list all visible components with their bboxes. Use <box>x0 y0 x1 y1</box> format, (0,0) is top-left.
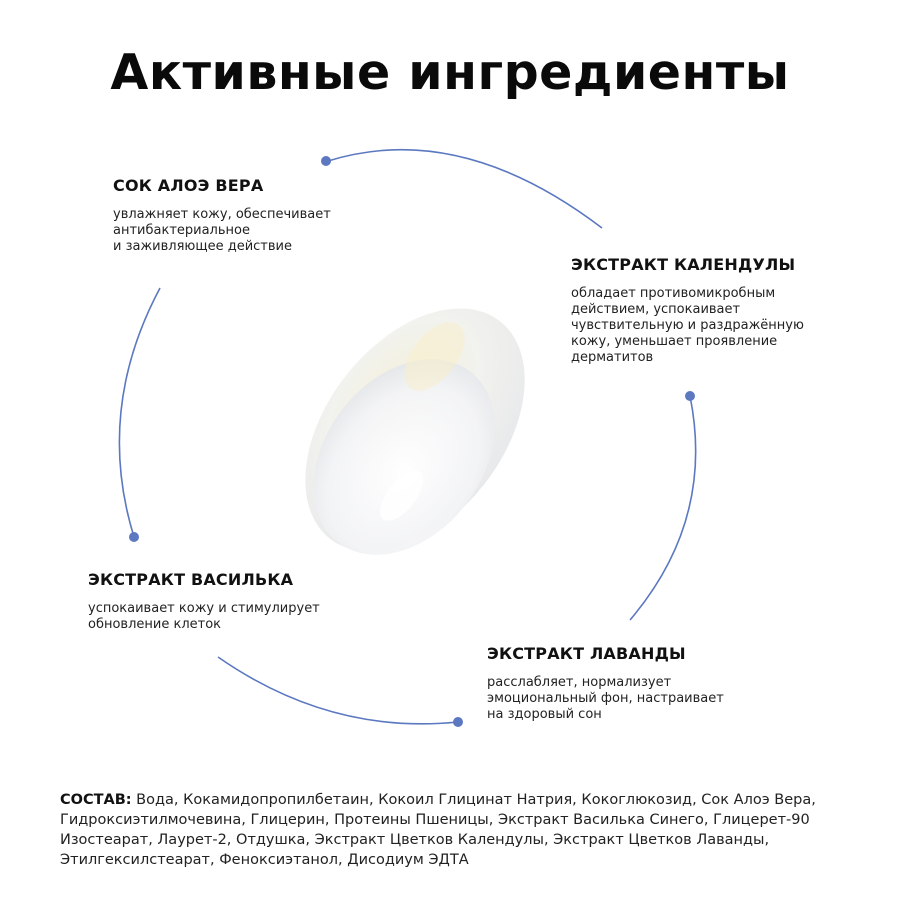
ingredient-aloe-line-1: увлажняет кожу, обеспечивает <box>113 207 331 222</box>
composition-text: Вода, Кокамидопропилбетаин, Кокоил Глицинат Натрия, Кокоглюкозид, Сок Алоэ Вера, Гидроксиэтилмочевина, Глицерин, Протеины Пшеницы, Экстракт Василька Синего, Глицерет-90 Изостеарат, Лаурет-2, Отдушка, Экстракт Цветков Календулы, Экстракт Цветков Лаванды, Этилгексилстеарат, Феноксиэтанол, Дисодиум ЭДТА <box>60 792 816 868</box>
ingredient-aloe-name: СОК АЛОЭ ВЕРА <box>113 176 264 195</box>
arc-bottom <box>218 657 458 724</box>
page-title: Активные ингредиенты <box>110 44 790 101</box>
ingredient-lavender-line-1: расслабляет, нормализует <box>487 675 672 690</box>
arc-dot-bottom <box>453 717 463 727</box>
arc-left <box>119 288 160 537</box>
composition-label: СОСТАВ: <box>60 792 132 808</box>
ingredient-calendula <box>571 255 881 366</box>
ingredient-lavender-desc <box>487 675 807 723</box>
ingredient-calendula-line-2: действием, успокаивает <box>571 302 741 317</box>
ingredient-calendula-line-1: обладает противомикробным <box>571 286 776 301</box>
arc-dot-top <box>321 156 331 166</box>
ingredient-calendula-desc <box>571 286 881 366</box>
ingredient-calendula-line-5: дерматитов <box>571 350 654 365</box>
ingredient-aloe <box>113 176 413 255</box>
ingredient-aloe-line-3: и заживляющее действие <box>113 239 292 254</box>
ingredient-cornflower-desc <box>88 601 408 633</box>
ingredient-cornflower-line-2: обновление клеток <box>88 617 222 632</box>
arc-dot-left <box>129 532 139 542</box>
ingredient-calendula-line-4: кожу, уменьшает проявление <box>571 334 778 349</box>
ingredient-cornflower-name: ЭКСТРАКТ ВАСИЛЬКА <box>88 570 294 589</box>
arc-right <box>630 396 696 620</box>
ingredient-cornflower <box>88 570 408 633</box>
product-swatch-image <box>261 267 570 593</box>
arc-dot-right <box>685 391 695 401</box>
ingredient-aloe-desc <box>113 207 413 255</box>
ingredient-lavender-line-3: на здоровый сон <box>487 707 602 722</box>
ingredient-calendula-name: ЭКСТРАКТ КАЛЕНДУЛЫ <box>571 255 796 274</box>
ingredient-cornflower-line-1: успокаивает кожу и стимулирует <box>88 601 320 616</box>
ingredient-lavender-line-2: эмоциональный фон, настраивает <box>487 691 724 706</box>
composition <box>60 790 850 870</box>
ingredient-lavender-name: ЭКСТРАКТ ЛАВАНДЫ <box>487 644 686 663</box>
ingredient-calendula-line-3: чувствительную и раздражённую <box>571 318 804 333</box>
ingredient-lavender <box>487 644 807 723</box>
ingredient-aloe-line-2: антибактериальное <box>113 223 250 238</box>
